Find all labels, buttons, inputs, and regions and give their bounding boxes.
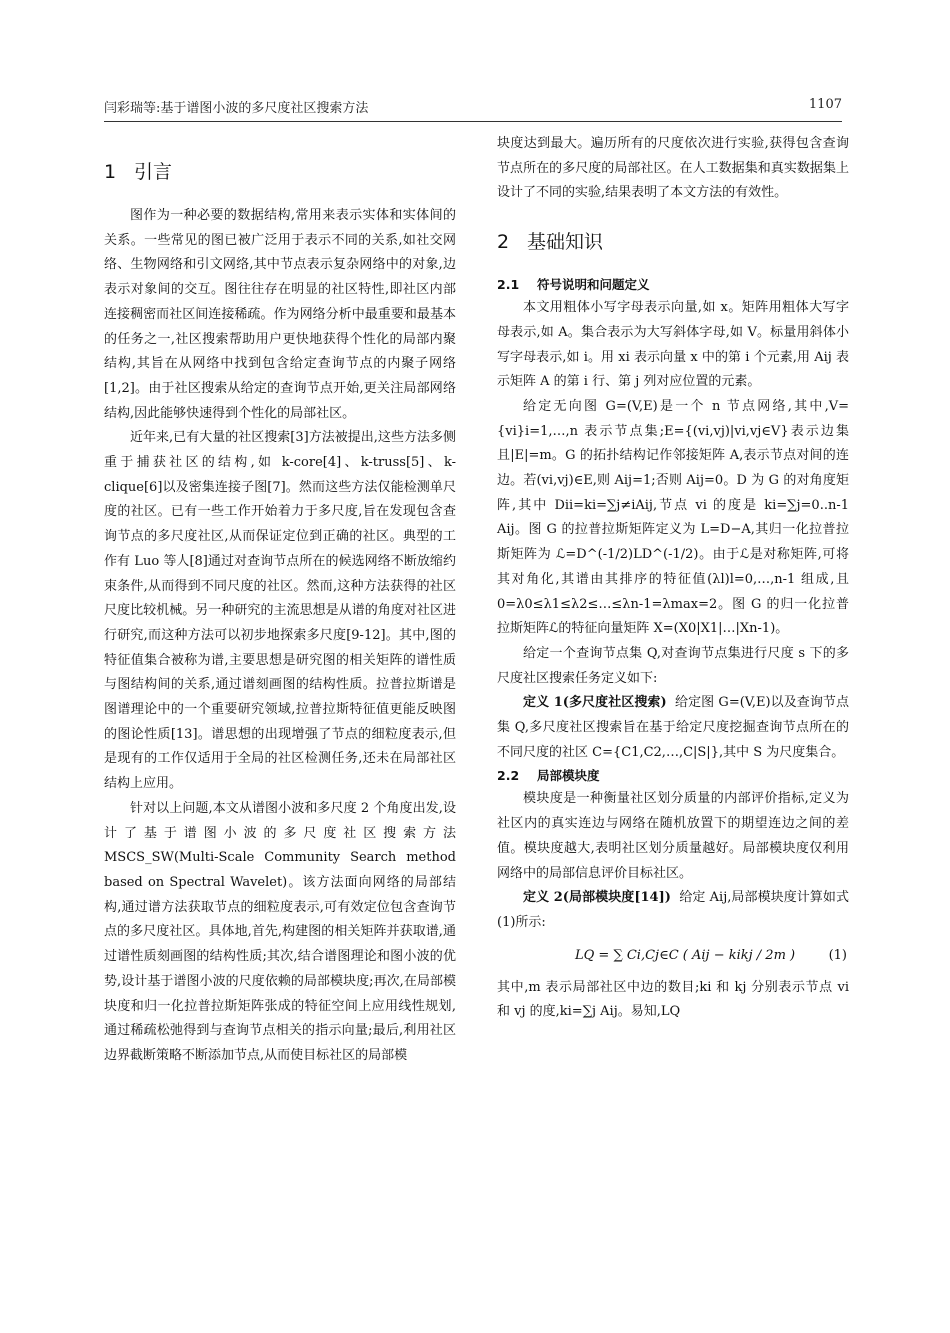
subsection-2-1-title: 符号说明和问题定义 (537, 277, 650, 293)
left-column (104, 132, 456, 1069)
running-title: 闫彩瑞等:基于谱图小波的多尺度社区搜索方法 (104, 101, 369, 116)
definition-1-label: 定义 1(多尺度社区搜索) (523, 695, 667, 711)
definition-2-label: 定义 2(局部模块度[14]) (523, 890, 671, 906)
equation-1 (497, 936, 849, 976)
section-2-number: 2 (497, 231, 510, 254)
section-1-heading (104, 158, 456, 186)
definition-2 (497, 886, 849, 935)
equation-explanation: 其中,m 表示局部社区中边的数目;ki 和 kj 分别表示节点 vi 和 vj 的度,ki=∑j Aij。易知,LQ (497, 979, 849, 1020)
notation-paragraph-1: 本文用粗体小写字母表示向量,如 x。矩阵用粗体大写字母表示,如 A。集合表示为大写斜体字母,如 V。标量用斜体小写字母表示,如 i。用 xi 表示向量 x 中的第 i 个元素,用 Aij 表示矩阵 A 的第 i 行、第 j 列对应位置的元素。 (497, 300, 849, 390)
header-rule (104, 121, 842, 122)
subsection-2-1-heading (497, 274, 849, 296)
intro-paragraph-continued: 块度达到最大。遍历所有的尺度依次进行实验,获得包含查询节点所在的多尺度的局部社区。在人工数据集和真实数据集上设计了不同的实验,结果表明了本文方法的有效性。 (497, 136, 849, 201)
equation-1-number: (1) (828, 947, 847, 963)
subsection-2-1-number: 2.1 (497, 277, 520, 293)
subsection-2-2-heading (497, 765, 849, 787)
definition-1 (497, 691, 849, 765)
intro-paragraph-3: 针对以上问题,本文从谱图小波和多尺度 2 个角度出发,设计了基于谱图小波的多尺度社区搜索方法 MSCS_SW(Multi-Scale Community Search method based on Spectral Wavelet)。该方法面向网络的局部结构,通过谱方法获取节点的细粒度表示,可有效定位包含查询节点的多尺度社区。具体地,首先,构建图的相关矩阵并获取谱,通过谱性质刻画图的结构性质;其次,结合谱图理论和图小波的优势,设计基于谱图小波的尺度依赖的局部模块度;再次,在局部模块度和归一化拉普拉斯矩阵张成的特征空间上应用线性规划,通过稀疏松弛得到与查询节点相关的指示向量;最后,利用社区边界截断策略不断添加节点,从而使目标社区的局部模 (104, 800, 456, 1063)
equation-1-body: LQ = ∑ Ci,Cj∈C ( Aij − kikj / 2m ) (575, 947, 796, 963)
running-header (104, 97, 842, 117)
notation-paragraph-3: 给定一个查询节点集 Q,对查询节点集进行尺度 s 下的多尺度社区搜索任务定义如下: (497, 645, 849, 686)
section-1-title: 引言 (134, 161, 173, 183)
right-column (497, 132, 849, 1025)
section-2-heading (497, 228, 849, 256)
definition-2-text: 给定 Aij,局部模块度计算如式(1)所示: (497, 890, 849, 930)
section-2-title: 基础知识 (527, 231, 604, 254)
intro-paragraph-2: 近年来,已有大量的社区搜索[3]方法被提出,这些方法多侧重于捕获社区的结构,如 k-core[4]、k-truss[5]、k-clique[6]以及密集连接子图[7]。然而这些方法仅能检测单尺度的社区。已有一些工作开始着力于多尺度,旨在发现包含查询节点的多尺度社区,从而保证定位到正确的社区。典型的工作有 Luo 等人[8]通过对查询节点所在的候选网络不断放缩约束条件,从而得到不同尺度的社区。然而,这种方法获得的社区尺度比较机械。另一种研究的主流思想是从谱的角度对社区进行研究,而这种方法可以初步地探索多尺度[9-12]。其中,图的特征值集合被称为谱,主要思想是研究图的相关矩阵的谱性质与图结构间的关系,通过谱刻画图的结构性质。拉普拉斯谱是图谱理论中的一个重要研究领域,拉普拉斯特征值更能反映图的图论性质[13]。谱思想的出现增强了节点的细粒度表示,但是现有的工作仅适用于全局的社区检测任务,还未在局部社区结构上应用。 (104, 430, 456, 792)
intro-paragraph-1: 图作为一种必要的数据结构,常用来表示实体和实体间的关系。一些常见的图已被广泛用于表示不同的关系,如社交网络、生物网络和引文网络,其中节点表示复杂网络中的对象,边表示对象间的交互。图往往存在明显的社区特性,即社区内部连接稠密而社区间连接稀疏。作为网络分析中最重要和最基本的任务之一,社区搜索帮助用户更快地获得个性化的局部内聚结构,其旨在从网络中找到包含给定查询节点的内聚子网络[1,2]。由于社区搜索从给定的查询节点开始,更关注局部网络结构,因此能够快速得到个性化的局部社区。 (104, 208, 456, 421)
subsection-2-2-number: 2.2 (497, 768, 520, 784)
page-number: 1107 (808, 97, 842, 112)
modularity-paragraph: 模块度是一种衡量社区划分质量的内部评价指标,定义为社区内的真实连边与网络在随机放置下的期望连边之间的差值。模块度越大,表明社区划分质量越好。局部模块度仅利用网络中的局部信息评价目标社区。 (497, 791, 849, 881)
definition-1-text: 给定图 G=(V,E)以及查询节点集 Q,多尺度社区搜索旨在基于给定尺度挖掘查询节点所在的不同尺度的社区 C={C1,C2,…,C|S|},其中 S 为尺度集合。 (497, 695, 850, 760)
notation-paragraph-2: 给定无向图 G=(V,E)是一个 n 节点网络,其中,V={vi}i=1,…,n 表示节点集;E={(vi,vj)|vi,vj∈V}表示边集且|E|=m。G 的拓扑结构记作邻接矩阵 A,表示节点对间的连边。若(vi,vj)∈E,则 Aij=1;否则 Aij=0。D 为 G 的对角度矩阵,其中 Dii=ki=∑j≠iAij,节点 vi 的度是 ki=∑j=0..n-1 Aij。图 G 的拉普拉斯矩阵定义为 L=D−A,其归一化拉普拉斯矩阵为 ℒ=D^(-1/2)LD^(-1/2)。由于ℒ是对称矩阵,可将其对角化,其谱由其排序的特征值(λl)l=0,…,n-1 组成,且 0=λ0≤λ1≤λ2≤…≤λn-1=λmax=2。图 G 的归一化拉普拉斯矩阵ℒ的特征向量矩阵 X=(X0|X1|…|Xn-1)。 (497, 398, 849, 637)
subsection-2-2-title: 局部模块度 (537, 768, 600, 784)
section-1-number: 1 (104, 161, 117, 183)
